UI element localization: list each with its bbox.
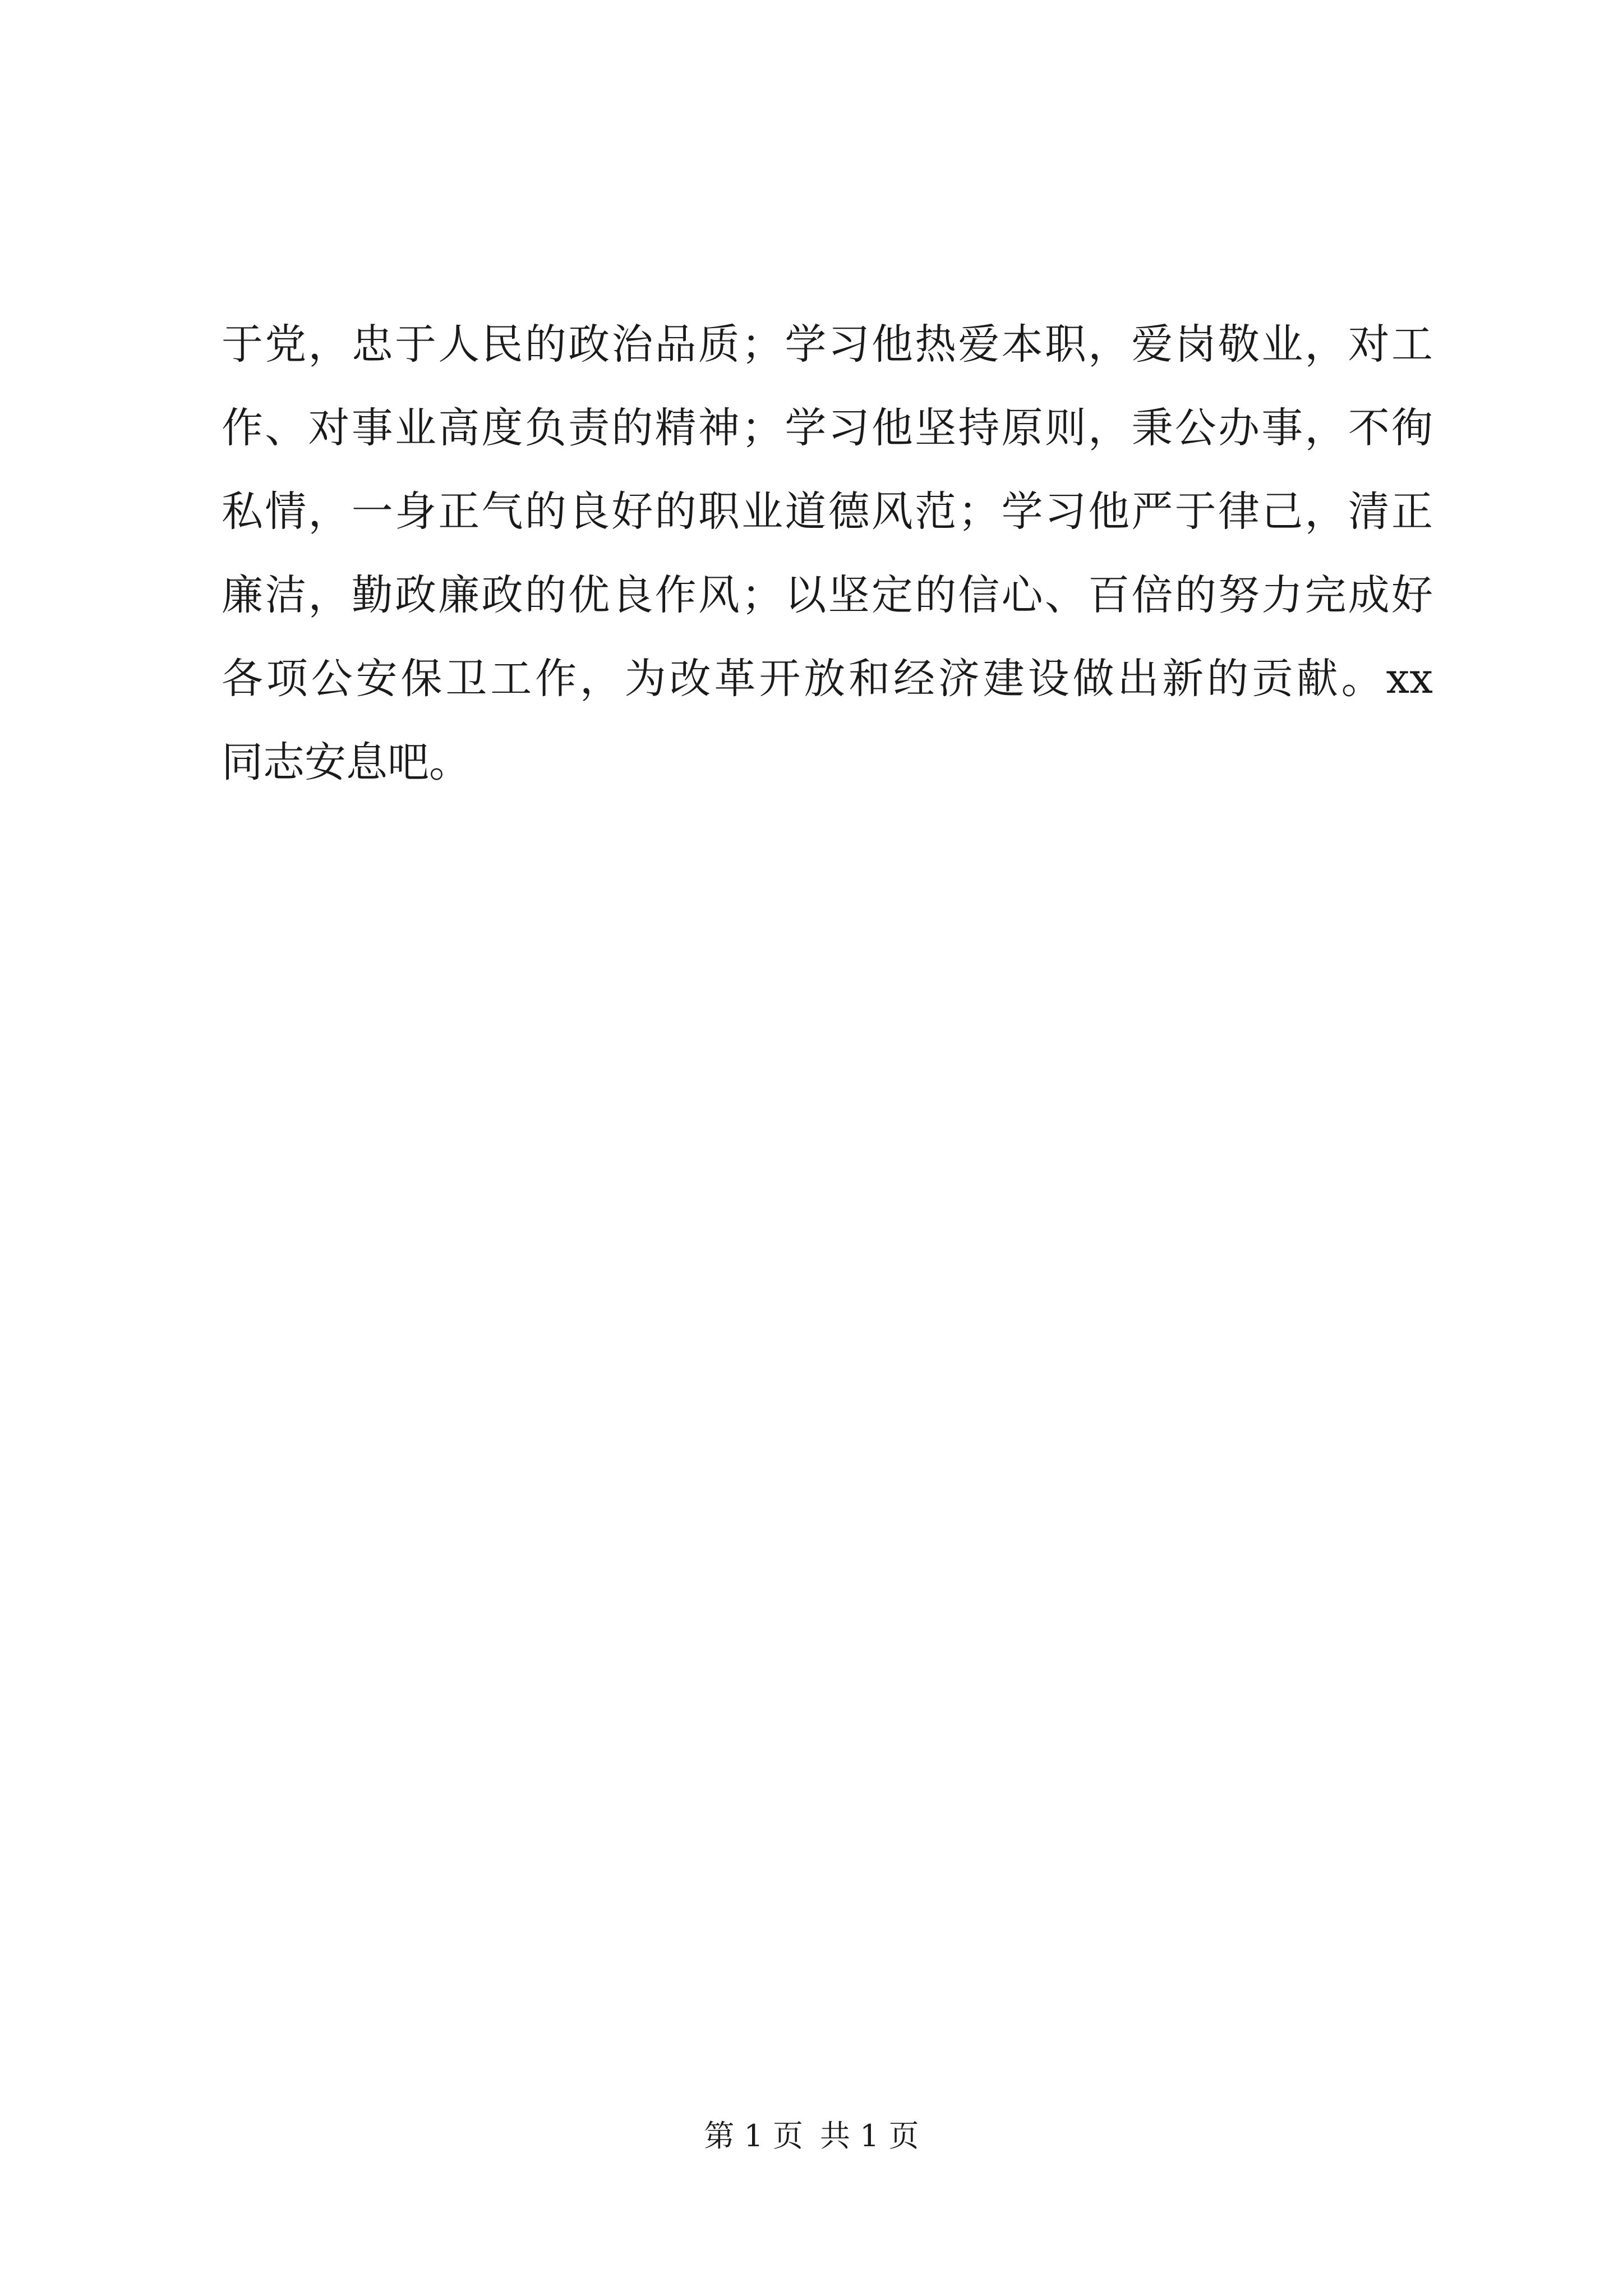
paragraph-line: 作、对事业高度负责的精神；学习他坚持原则，秉公办事，不徇 [222,404,1433,452]
page-footer [0,2114,1623,2159]
page-total: 共 1 页 [820,2118,919,2154]
body-paragraph [222,303,1433,804]
paragraph-line: 于党，忠于人民的政治品质；学习他热爱本职，爱岗敬业，对工 [222,320,1433,369]
paragraph-line: 私情，一身正气的良好的职业道德风范；学习他严于律己，清正 [222,487,1433,536]
paragraph-line: 廉洁，勤政廉政的优良作风；以坚定的信心、百倍的努力完成好 [222,571,1433,619]
paragraph-line: 各项公安保卫工作，为改革开放和经济建设做出新的贡献。xx [222,655,1433,703]
paragraph-line: 同志安息吧。 [222,738,471,786]
page-number: 第 1 页 [704,2118,803,2154]
